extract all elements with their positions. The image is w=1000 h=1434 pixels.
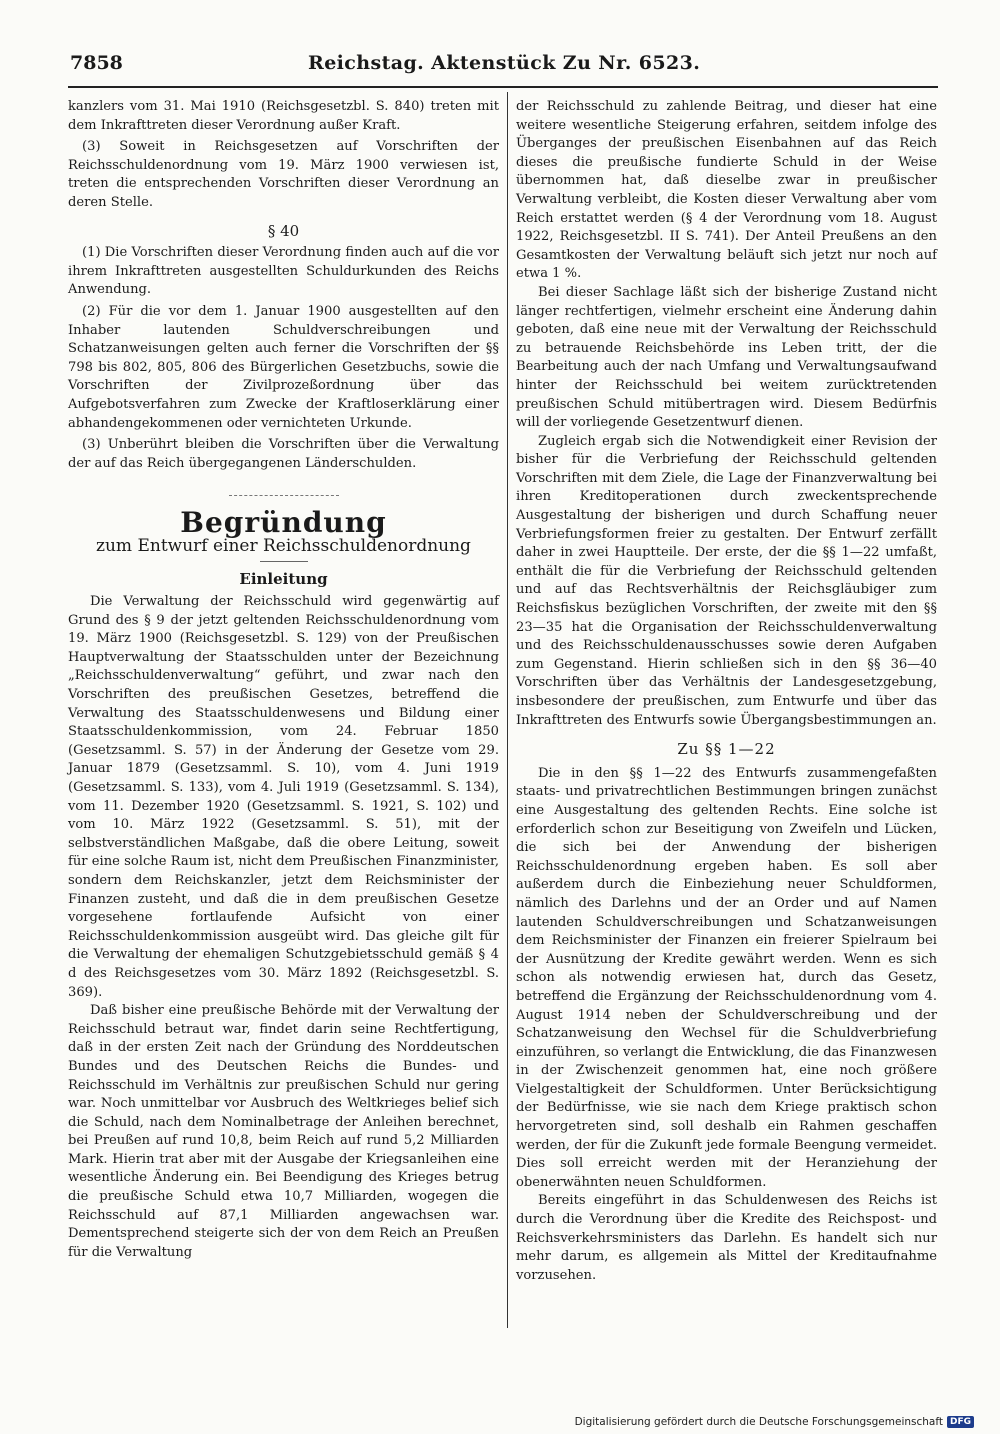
section-heading: Zu §§ 1—22 <box>677 740 776 759</box>
footer-text: Digitalisierung gefördert durch die Deutsche Forschungsgemeinschaft <box>574 1416 943 1428</box>
paragraph: (3) Soweit in Reichsgesetzen auf Vorschriften der Reichsschuldenordnung vom 19. März 1900 verwiesen ist, treten die entsprechenden Vorschriften dieser Verordnung an deren Stelle. <box>68 139 499 210</box>
section-separator <box>229 495 339 496</box>
paragraph: der Reichsschuld zu zahlende Beitrag, und dieser hat eine weitere wesentliche Steigerung erfahren, seitdem infolge des Überganges der preußischen Eisenbahnen auf das Reich dieses die preußische fundierte Schuld in der Weise übernommen hat, daß dieselbe zwar in preußischer Verwaltung verbleibt, die Kosten dieser Verwaltung aber vom Reich erstattet werden (§ 4 der Verordnung vom 18. August 1922, Reichsgesetzbl. II S. 741). Der Anteil Preußens an den Gesamtkosten der Verwaltung beläuft sich jetzt nur noch auf etwa 1 %. <box>516 99 937 282</box>
left-column <box>68 98 499 1262</box>
header-rule <box>68 86 938 88</box>
column-divider <box>507 92 508 1328</box>
paragraph: Zugleich ergab sich die Notwendigkeit einer Revision der bisher für die Verbriefung der Reichsschuld geltenden Vorschriften mit dem Ziele, die Lage der Finanzverwaltung bei ihren Kreditoperationen durch zweckentsprechende Ausgestaltung der bisherigen und durch Schaffung neuer Verbriefungsformen freier zu gestalten. Der Entwurf zerfällt daher in zwei Hauptteile. Der erste, der die §§ 1—22 umfaßt, enthält die für die Verbriefung der Reichsschuld geltenden und auf das Rechtsverhältnis der Reichsgläubiger zum Reichsfiskus bezüglichen Vorschriften, der zweite mit den §§ 23—35 hat die Organisation der Reichsschuldenverwaltung und des Reichsschuldenausschusses sowie deren Aufgaben zum Gegenstand. Hierin schließen sich in den §§ 36—40 Vorschriften über das Verhältnis der Landesgesetzgebung, insbesondere der preußischen, zum Entwurfe und über das Inkrafttreten des Entwurfs sowie Übergangsbestimmungen an. <box>516 433 937 728</box>
paragraph: kanzlers vom 31. Mai 1910 (Reichsgesetzbl. S. 840) treten mit dem Inkrafttreten dieser Verordnung außer Kraft. <box>68 99 499 133</box>
paragraph: (1) Die Vorschriften dieser Verordnung finden auch auf die vor ihrem Inkrafttreten ausgestellten Schuldurkunden des Reichs Anwendung. <box>68 245 499 298</box>
page-number: 7858 <box>70 52 123 74</box>
paragraph: Daß bisher eine preußische Behörde mit der Verwaltung der Reichsschuld betraut war, findet darin seine Rechtfertigung, daß in der ersten Zeit nach der Gründung des Norddeutschen Bundes und des Deutschen Reichs die Bundes- und Reichsschuld im Verhältnis zur preußischen Schuld nur gering war. Noch unmittelbar vor Ausbruch des Weltkrieges belief sich die Schuld, nach dem Nominalbetrage der Anleihen berechnet, bei Preußen auf rund 10,8, beim Reich auf rund 5,2 Milliarden Mark. Hierin trat aber mit der Ausgabe der Kriegsanleihen eine wesentliche Änderung ein. Bei Beendigung des Krieges betrug die preußische Schuld etwa 10,7 Milliarden, wogegen die Reichsschuld auf 87,1 Milliarden angewachsen war. Dementsprechend steigerte sich der von dem Reich an Preußen für die Verwaltung <box>68 1003 499 1260</box>
document-subtitle: zum Entwurf einer Reichsschuldenordnung <box>96 535 471 556</box>
paragraph: Die Verwaltung der Reichsschuld wird gegenwärtig auf Grund des § 9 der jetzt geltenden Reichsschuldenordnung vom 19. März 1900 (Reichsgesetzbl. S. 129) von der Preußischen Hauptverwaltung der Staatsschulden unter der Bezeichnung „Reichsschuldenverwaltung“ geführt, und zwar nach den Vorschriften des preußischen Gesetzes, betreffend die Verwaltung des Staatsschuldenwesens und Bildung einer Staatsschuldenkommission, vom 24. Februar 1850 (Gesetzsamml. S. 57) in der Änderung der Gesetze vom 29. Januar 1879 (Gesetzsamml. S. 10), vom 4. Juni 1919 (Gesetzsamml. S. 133), vom 4. Juli 1919 (Gesetzsamml. S. 134), vom 11. Dezember 1920 (Gesetzsamml. S. 1921, S. 102) und vom 10. März 1922 (Gesetzsamml. S. 51), mit der selbstverständlichen Maßgabe, daß die obere Leitung, soweit für eine solche Raum ist, nicht dem Preußischen Finanzminister, sondern dem Reichskanzler, jetzt dem Reichsminister der Finanzen zusteht, und daß die in dem preußischen Gesetze vorgesehene fortlaufende Aufsicht von einer Reichsschuldenkommission ausgeübt wird. Das gleiche gilt für die Verwaltung der ehemaligen Schutzgebietsschuld gemäß § 4 d des Reichsgesetzes vom 30. März 1892 (Reichsgesetzbl. S. 369). <box>68 594 499 1000</box>
paragraph: Bei dieser Sachlage läßt sich der bisherige Zustand nicht länger rechtfertigen, vielmehr erscheint eine Änderung dahin geboten, daß eine neue mit der Verwaltung der Reichsschuld zu betrauende Reichsbehörde ins Leben tritt, der die Bearbeitung auch der nach Umfang und Verwaltungsaufwand hinter der Reichsschuld bei weitem zurücktretenden preußischen Schuld mitübertragen wird. Diesem Bedürfnis will der vorliegende Gesetzentwurf dienen. <box>516 284 937 431</box>
paragraph: Die in den §§ 1—22 des Entwurfs zusammengefaßten staats- und privatrechtlichen Bestimmungen bringen zunächst eine Ausgestaltung des geltenden Rechts. Eine solche ist erforderlich schon zur Beseitigung von Zweifeln und Lücken, die sich bei der Anwendung der bisherigen Reichsschuldenordnung ergeben haben. Es soll aber außerdem durch die Einbeziehung neuer Schuldformen, nämlich des Darlehns und der an Order und auf Namen lautenden Schuldverschreibungen und Schatzanweisungen dem Reichsminister der Finanzen ein freierer Spielraum bei der Ausnützung der Kredite gewährt werden. Wenn es sich schon als notwendig erwiesen hat, durch das Gesetz, betreffend die Ergänzung der Reichsschuldenordnung vom 4. August 1914 neben der Schuldverschreibung und der Schatzanweisung den Wechsel für die Schuldverbriefung einzuführen, so verlangt die Entwicklung, die das Finanzwesen in der Zwischenzeit genommen hat, eine noch größere Vielgestaltigkeit der Schuldformen. Unter Berücksichtigung der Bedürfnisse, wie sie nach dem Kriege praktisch schon hervorgetreten sind, soll deshalb ein Rahmen geschaffen werden, der für die Zukunft jede formale Beengung vermeidet. Dies soll erreicht werden mit der Heranziehung der obenerwähnten neuen Schuldformen. <box>516 765 937 1190</box>
right-column <box>516 98 937 1285</box>
running-title: Reichstag. Aktenstück Zu Nr. 6523. <box>308 52 701 74</box>
paragraph: Bereits eingeführt in das Schuldenwesen des Reichs ist durch die Verordnung über die Kredite des Reichspost- und Reichsverkehrsministers das Darlehn. Es handelt sich nur mehr darum, es allgemein als Mittel der Kreditaufnahme vorzusehen. <box>516 1193 937 1283</box>
title-rule <box>260 561 308 562</box>
document-title: Begründung <box>180 506 387 540</box>
paragraph: (3) Unberührt bleiben die Vorschriften über die Verwaltung der auf das Reich übergegangenen Länderschulden. <box>68 437 499 471</box>
dfg-logo: DFG <box>947 1416 974 1428</box>
page-header <box>68 50 936 80</box>
einleitung-heading: Einleitung <box>239 570 328 589</box>
footer <box>575 1416 974 1428</box>
paragraph: (2) Für die vor dem 1. Januar 1900 ausgestellten auf den Inhaber lautenden Schuldverschreibungen und Schatzanweisungen gelten auch ferner die Vorschriften der §§ 798 bis 802, 805, 806 des Bürgerlichen Gesetzbuchs, sowie die Vorschriften der Zivilprozeßordnung über das Aufgebotsverfahren zum Zwecke der Kraftloserklärung einer abhandengekommenen oder vernichteten Urkunde. <box>68 303 499 431</box>
section-heading: § 40 <box>267 221 300 240</box>
